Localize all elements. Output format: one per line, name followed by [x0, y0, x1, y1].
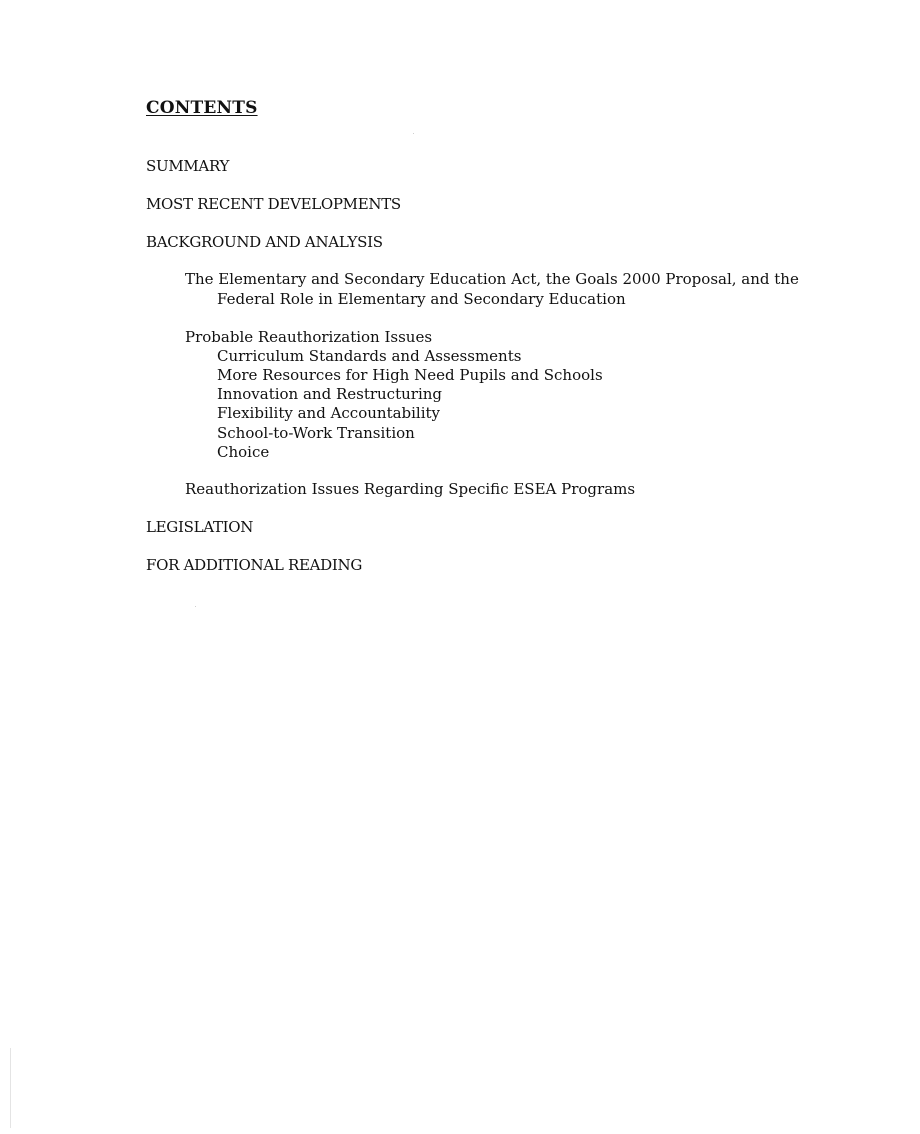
toc-entry-esea-line-1: The Elementary and Secondary Education Act, the Goals 2000 Proposal, and the: [185, 270, 799, 288]
scan-speck: [413, 133, 414, 134]
toc-entry-esea-line-2: Federal Role in Elementary and Secondary Education: [217, 290, 626, 308]
toc-entry-summary: SUMMARY: [146, 157, 230, 175]
toc-entry-more-resources: More Resources for High Need Pupils and Schools: [217, 366, 603, 384]
toc-entry-legislation: LEGISLATION: [146, 518, 254, 536]
toc-entry-flexibility: Flexibility and Accountability: [217, 404, 441, 422]
toc-entry-choice: Choice: [217, 443, 270, 461]
toc-entry-curriculum-standards: Curriculum Standards and Assessments: [217, 347, 522, 365]
toc-entry-school-to-work: School-to-Work Transition: [217, 424, 415, 442]
toc-entry-probable-reauthorization-issues: Probable Reauthorization Issues: [185, 328, 433, 346]
scan-speck: [195, 606, 196, 607]
toc-entry-innovation: Innovation and Restructuring: [217, 385, 442, 403]
contents-heading: CONTENTS: [146, 98, 258, 118]
toc-entry-background-and-analysis: BACKGROUND AND ANALYSIS: [146, 233, 383, 251]
toc-entry-specific-esea-programs: Reauthorization Issues Regarding Specific ESEA Programs: [185, 480, 636, 498]
toc-entry-additional-reading: FOR ADDITIONAL READING: [146, 556, 363, 574]
scan-edge-mark: [10, 1048, 11, 1128]
toc-entry-most-recent-developments: MOST RECENT DEVELOPMENTS: [146, 195, 401, 213]
